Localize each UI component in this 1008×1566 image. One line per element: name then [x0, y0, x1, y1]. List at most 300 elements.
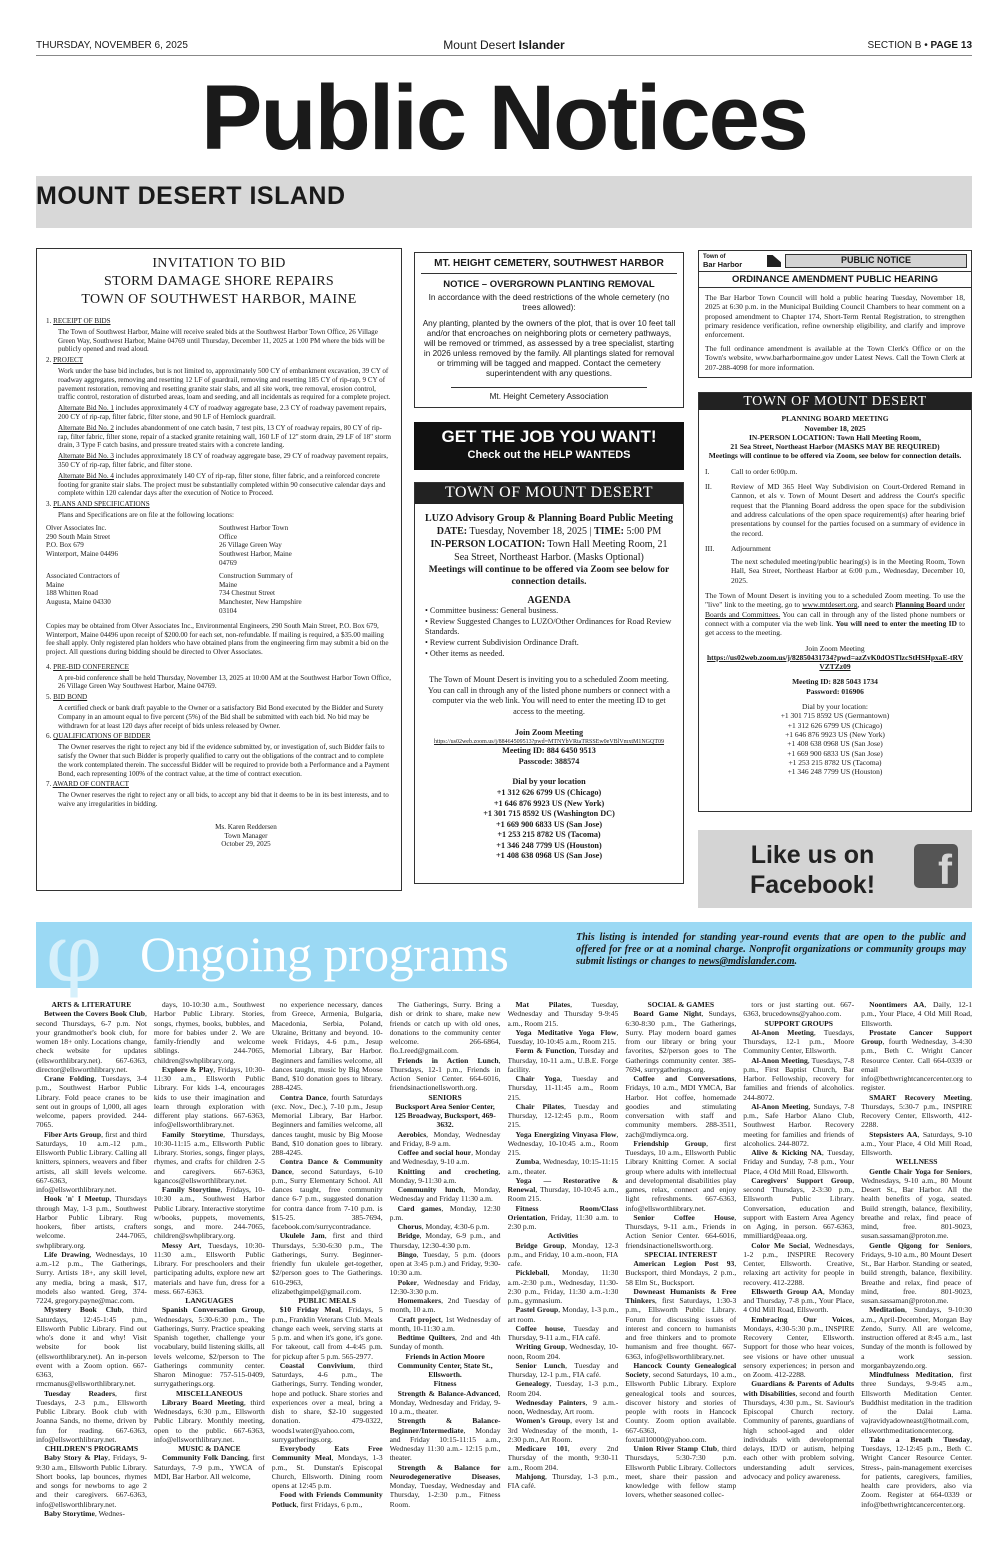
listing-item: Food with Friends Community Potluck, first Fridays, 6 p.m.,	[271, 1490, 383, 1509]
listing-item: Tuesday Readers, first Tuesdays, 2-3 p.m., Ellsworth Public Library. Book club with Joanna Sands, no theme, driven by fun for reading. 667-6363, info@ellsworthlibrary.net.	[36, 1388, 147, 1444]
planning-item-3	[705, 544, 965, 553]
listing-item-name: Al-Anon Meeting	[751, 1027, 814, 1037]
loc-line: Southwest Harbor Town Office	[219, 523, 289, 541]
region-banner	[36, 176, 972, 228]
luzo-meeting-notice	[414, 482, 684, 884]
luzo-location-text: Town Hall Meeting Room, 21 Sea Street, Northeast Harbor. (Masks Optional)	[454, 538, 668, 563]
listing-column-7	[743, 1000, 854, 1530]
listing-item-name: Bingo	[397, 1249, 417, 1259]
listing-item: Ellsworth Group AA, Monday and Thursday, 7-8 p.m., Your Place, 4 Old Mill Road, Ellsworth.	[743, 1286, 855, 1315]
itb-plans-label: PLANS AND SPECIFICATIONS	[53, 500, 150, 509]
luzo-title: LUZO Advisory Group & Planning Board Public Meeting	[425, 512, 673, 524]
luzo-date: Tuesday, November 18, 2025 |	[467, 525, 595, 537]
item-text: Review of MD 365 Heel Way Subdivision on Court-Ordered Remand in Cannon, et als v. Town of Mount Desert and address the Court's specific request that the Planning Board address the open space for the subdivision and address calculations of the open space requirement(s) after hearing brief presentations by counsel for the parties focused on a summary of evidence in the record.	[731, 482, 965, 538]
listing-item-name: Craft project	[397, 1314, 441, 1324]
luzo-datetime	[425, 525, 673, 538]
listing-item: Baby Story & Play, Fridays, 9-9:30 a.m., Ellsworth Public Library. Short books, lap bounces, rhymes and songs for newborns to age 2 and their caregivers. 667-6363, info@ellsworthlibrary.net.	[36, 1453, 147, 1509]
listing-item-name: Friendship Group	[633, 1138, 707, 1148]
listing-item: Messy Art, Tuesdays, 10:30-11:30 a.m., Ellsworth Public Library. For preschoolers and their participating adults, explore new art materials and have fun, dress for a mess. 667-6363.	[153, 1240, 265, 1296]
newspaper-name-b: Islander	[518, 38, 565, 52]
listing-item-name: Messy Art	[161, 1240, 200, 1250]
listing-item-name: Senior Lunch	[515, 1360, 566, 1370]
listing-item: Family Storytime, Fridays, 10-10:30 a.m., Southwest Harbor Public Library. Interactive storytime w/books, puppets, movements, songs, and more. 244-7065, children@swhplibrary.org.	[153, 1185, 265, 1241]
cemetery-notice	[414, 252, 684, 408]
dial-number: +1 301 715 8592 US (Germantown)	[780, 711, 890, 721]
listing-category-heading: Friends in Action Moore Community Center, State St., Ellsworth.	[397, 1351, 493, 1379]
listing-item: Yoga — Restorative & Renewal, Thursday, 10-10:45 a.m., Room 215.	[507, 1175, 619, 1204]
listing-item-name: Library Board Meeting	[161, 1397, 244, 1407]
listing-category-heading: SOCIAL & GAMES	[647, 1000, 715, 1009]
listing-item-name: Strength & Balance for Neurodegenerative Diseases	[389, 1462, 501, 1481]
listing-item: tors or just starting out. 667-6363, brucedowns@yahoo.com.	[743, 1000, 855, 1019]
listing-item-name: Alive & Kicking NA	[751, 1148, 822, 1157]
itb-alt3-text: includes approximately 18 CY of roadway aggregate base, 29 CY of roadway pavement repairs, 350 CY of rip-rap, filter fabric, and filter stone.	[58, 452, 389, 469]
listing-item-name: Noontimers AA	[869, 1000, 925, 1009]
listing-item-name: Coastal Convivium	[279, 1360, 354, 1370]
listing-category-heading: WELLNESS	[895, 1157, 938, 1167]
listing-item-name: Mahjong	[515, 1471, 546, 1481]
listing-item: Coffee house, Tuesday and Thursday, 9-11 a.m., FIA café.	[507, 1323, 619, 1342]
listing-item-name: Caregivers' Support Group	[751, 1175, 853, 1185]
listing-item-name: $10 Friday Meal	[279, 1305, 341, 1315]
agenda-item: • Other items as needed.	[425, 648, 505, 658]
listing-item: Library Board Meeting, third Wednesdays, 6:30 p.m., Ellsworth Public Library. Monthly meeting, open to the public. 667-6363, info@ellsworthlibrary.net.	[153, 1397, 265, 1444]
listing-item: Bingo, Tuesday, 5 p.m. (doors open at 3:45 p.m.) and Friday, 9:30-10:30 a.m.	[389, 1249, 501, 1278]
listing-item: Poker, Wednesday and Friday, 12:30-3:30 p.m.	[389, 1277, 501, 1296]
loc-line: 26 Village Green Way	[219, 541, 282, 550]
itb-copies-text: Copies may be obtained from Olver Associates Inc., Environmental Engineers, 290 South Main Street, P.O. Box 679, Winterport, Maine 04496 upon receipt of $200.00 for each set, non-refundable. If mailing is required, a $35.00 mailing fee shall apply. Only registered plan holders who have obtained plans from the engineering firm may submit a bid on the project. All questions during bidding should be directed to Olver Associates.	[46, 621, 389, 657]
listing-category-heading: CHILDREN'S PROGRAMS	[44, 1444, 139, 1453]
luzo-zoom-note: Meetings will continue to be offered via Zoom see below for connection details.	[428, 564, 670, 587]
itb-alt1-text: includes approximately 4 CY of roadway aggregate base, 2.3 CY of roadway pavement repairs, 200 CY of rip-rap, filter fabric, filter stone, and 90 LF of Hemlock guardrail.	[58, 404, 387, 421]
listing-item-name: Friends in Action Lunch	[397, 1055, 499, 1065]
listing-item: Community lunch, Monday, Wednesday and Friday 11:30 a.m.	[389, 1185, 501, 1204]
itb-signature	[196, 823, 296, 849]
listing-item: Noontimers AA, Daily, 12-1 p.m., Your Place, 4 Old Mill Road, Ellsworth.	[861, 1000, 972, 1028]
news-email-link[interactable]: news@mdislander.com	[698, 956, 795, 967]
listing-item-name: Fiber Arts Group	[44, 1129, 102, 1139]
itb-alt2-text: includes abandonment of one catch basin, 7 test pits, 13 CY of roadway repairs, 80 CY of rip-rap, filter fabric, filter stone, repair of a stacked granite retaining wall, 160 LF of 12" storm drain, 29 LF of 18" storm drain, 3 Type F catch basins, and pressure treated stairs with a concrete landing.	[58, 423, 391, 450]
op-logo-icon: φ	[46, 907, 103, 1000]
listing-item-name: Gentle Chair Yoga for Seniors	[869, 1166, 971, 1176]
listing-item-name: Women's Group	[515, 1416, 571, 1426]
itb-receipt-label: RECEIPT OF BIDS	[53, 317, 111, 325]
fb-line-2: Facebook!	[750, 871, 876, 899]
listing-item: Aerobics, Monday, Wednesday and Friday, 8-9 a.m.	[389, 1129, 501, 1148]
listing-item: Fiber Arts Group, first and third Saturdays, 10 a.m.-12 p.m., Ellsworth Public Library. Calling all knitters, spinners, weavers and fiber artists, all skill levels welcome. 667-6363, info@ellsworthlibrary.net.	[36, 1129, 147, 1194]
listing-item: Everybody Eats Free Community Meal, Mondays, 1-3 p.m., St. Dunstan's Episcopal Church, Ellsworth. Dining room opens at 12:45 p.m.	[271, 1444, 383, 1490]
listing-item: Card games, Monday, 12:30 p.m.	[389, 1203, 501, 1222]
luzo-time-label: TIME:	[594, 525, 625, 537]
loc-line: P.O. Box 679	[46, 541, 84, 550]
cemetery-body: Any planting, planted by the owners of the plot, that is over 10 feet tall and/or that encroaches on neighboring plots or cemetery pathways, will be removed or trimmed, as assessed by a tree specialist, starting in 2026 unless removed by the family. All plantings slated for removal or trimming will be tagged and mapped. Contact the cemetery superintendent with any questions.	[422, 319, 676, 378]
listing-item: Between the Covers Book Club, second Thursdays, 6-7 p.m. Not your grandmother's book club, for women 18+ only. Locations change, check website for updates (ellsworthlibrary.net). 667-6363, director@ellsworthlibrary.net.	[36, 1009, 147, 1074]
listing-item-name: Knitting and crocheting	[397, 1166, 499, 1176]
listing-item-name: Tuesday Readers	[44, 1388, 116, 1398]
listing-category-heading: SENIORS	[428, 1092, 462, 1102]
dial-number: +1 669 900 6833 US (San Jose)	[787, 748, 883, 758]
listing-item-name: Wednesday Painters	[515, 1397, 586, 1407]
dial-number: +1 408 638 0968 US (San Jose)	[787, 739, 883, 749]
listing-item-name: Food with Friends Community Potluck	[271, 1490, 383, 1509]
itb-receipt-heading: 1. RECEIPT OF BIDS	[46, 317, 111, 325]
listing-item-name: Gentle Qigong for Seniors	[869, 1240, 971, 1250]
listing-item: Strength & Balance-Advanced, Monday, Wednesday and Friday, 9-10 a.m., theater.	[389, 1388, 501, 1416]
listing-item-name: Between the Covers Book Club	[44, 1009, 145, 1019]
listing-item: Ukulele Jam, first and third Thursdays, 5:30-6:30 p.m., The Gatherings, Surry. Beginner-friendly fun ukulele get-together, $2/person goes to The Gatherings. 610-2963, elizabethgimpel@gmail.com.	[271, 1231, 383, 1296]
bh-town-logo	[703, 254, 763, 268]
cemetery-intro: In accordance with the deed restrictions of the whole cemetery (no trees allowed):	[428, 293, 670, 312]
itb-bond-text: A certified check or bank draft payable to the Owner or a satisfactory Bid Bond executed by the Bidder and Surety Company in an amount equal to five percent (5%) of the Bid shall be submitted with each bid. No bid may be withdrawn for at least 120 days after receipt of bids unless released by Owner.	[58, 704, 384, 730]
itb-location-2	[219, 524, 392, 568]
listing-item: Contra Dance, fourth Saturdays (exc. Nov., Dec.), 7-10 p.m., Jesup Memorial Library, Bar Harbor. Beginners and families welcome, all dances taught, music by Big Moose Band, $10 donation goes to library. 288-4245.	[271, 1092, 383, 1157]
listing-item: Friendship Group, first Tuesdays, 10 a.m., Ellsworth Public Library Knitting Corner. A social group where adults with intellectual and developmental disabilities play games, relax, connect and enjoy light refreshments. 667-6363, info@ellsworthlibrary.net.	[625, 1138, 737, 1213]
item-num: III.	[705, 543, 715, 553]
listing-item: Yoga Meditative Yoga Flow, Tuesday, 10-10:45 a.m., Room 215.	[507, 1027, 619, 1046]
newspaper-name	[36, 38, 972, 52]
dial-number: +1 312 626 6799 US (Chicago)	[496, 787, 602, 797]
inv-d: You can call in through any of the listed phone numbers or connect with a computer via the web link.	[705, 609, 965, 628]
sig-line: Ms. Karen Reddersen	[215, 822, 277, 831]
listing-item-name: Form & Function	[515, 1046, 575, 1056]
bh-badge: PUBLIC NOTICE	[785, 254, 967, 267]
luzo-zoom-link[interactable]: https://us02web.zoom.us/j/88464509513?pwd=MTNYbVRtaTRSSEw0eVBlVmxtM1NGQT09	[433, 739, 665, 746]
listing-item: Coffee and social hour, Monday and Wednesday, 9-10 a.m.	[389, 1148, 501, 1167]
itb-plans-heading: 3. PLANS AND SPECIFICATIONS	[46, 500, 150, 509]
listing-item-name: Yoga — Restorative & Renewal	[507, 1175, 619, 1194]
listing-item-name: Downeast Humanists & Free Thinkers	[625, 1286, 737, 1305]
ongoing-note	[576, 932, 966, 968]
planning-heading	[705, 414, 965, 460]
planning-zoom-link[interactable]: https://us02web.zoom.us/j/82850431734?pwd=azZvK0dOSTlzcStHSHpxaE-tRVVZTZz09	[706, 652, 964, 672]
listing-item-name: Senior Coffee House	[633, 1212, 735, 1222]
listing-item-name: Mystery Book Club	[44, 1305, 122, 1315]
itb-prebid-text: A pre-bid conference shall be held Thursday, November 13, 2025 at 10:00 AM at the Southwest Harbor Town Office, 26 Village Green Way Southwest Harbor, Maine 04769.	[58, 673, 391, 691]
page-header	[36, 36, 972, 56]
listing-item: Explore & Play, Fridays, 10:30-11:30 a.m., Ellsworth Public Library. For kids 1-4, encourages kids to use their imagination and learn through exploration with different play stations. 667-6363, info@ellsworthlibrary.net.	[153, 1064, 265, 1130]
listing-column-1	[36, 1000, 147, 1530]
listing-item-name: Bridge Group	[515, 1240, 565, 1250]
listing-item: Alive & Kicking NA, Tuesday, Friday and Sunday, 7-8 p.m., Your Place, 4 Old Mill Road, Ellsworth.	[743, 1148, 855, 1176]
listing-item-name: Chorus	[397, 1222, 422, 1231]
planning-h1: PLANNING BOARD MEETING	[781, 414, 889, 424]
cemetery-title: MT. HEIGHT CEMETERY, SOUTHWEST HARBOR	[421, 256, 677, 274]
planning-board-link[interactable]: Planning Board	[895, 600, 946, 610]
listing-category-heading: SPECIAL INTEREST	[644, 1249, 718, 1259]
listing-item-name: Chair Pilates	[515, 1101, 564, 1111]
planning-town-banner: TOWN OF MOUNT DESERT	[699, 393, 971, 410]
luzo-location	[425, 538, 673, 564]
listing-item: Mat Pilates, Tuesday, Wednesday and Thursday 9-9:45 a.m., Room 215.	[507, 1000, 619, 1028]
listing-item-name: Contra Dance	[279, 1092, 327, 1102]
listing-item: Baby Storytime, Wednes-	[44, 1508, 125, 1518]
planning-zoom-invite	[705, 591, 965, 637]
facebook-ad[interactable]	[698, 830, 972, 908]
listing-item: Spanish Conversation Group, Wednesdays, 5:30-6:30 p.m., The Gatherings, Surry. Practice speaking Spanish together, challenge your vocabulary, build listening skills, all levels welcome, $2/person to The Gatherings community center. Sharon Minogue: 757-515-0409, surrygatherings.org.	[153, 1305, 265, 1389]
listing-item: Al-Anon Meeting, Tuesdays, 7-8 p.m., First Baptist Church, Bar Harbor. Fellowship, recovery for families and friends of alcoholics. 244-8072.	[743, 1055, 855, 1102]
listing-item: Family Storytime, Thursdays, 10:30-11:15 a.m., Ellsworth Public Library. Stories, songs, finger plays, rhymes, and crafts for children 2-5 and caregivers. 667-6363, kgancos@ellsworthlibrary.net.	[153, 1129, 265, 1185]
ongoing-note-text: This listing is intended for standing year-round events that are open to the public and offered for free or at a nominal charge. Nonprofit organizations or community groups may submit listings or changes to	[576, 932, 966, 967]
ongoing-note-end: .	[794, 956, 798, 967]
agenda-item: • Committee business: General business.	[425, 606, 559, 616]
listing-item-name: Yoga Energizing Vinyasa Flow	[515, 1129, 617, 1139]
listing-item: Strength & Balance-Beginner/Intermediate, Monday and Friday 10:15-11:15 a.m., Wednesday 11:30 a.m.- 12:15 p.m., theater.	[389, 1416, 501, 1463]
dial-number: +1 646 876 9923 US (New York)	[493, 798, 605, 808]
listing-item-name: Prostate Cancer Support Group	[861, 1027, 972, 1046]
listing-item: Genealogy, Tuesday, 1-3 p.m., Room 204.	[507, 1379, 619, 1398]
loc-line: Augusta, Maine 04330	[46, 598, 111, 607]
dial-number: +1 408 638 0968 US (San Jose)	[495, 851, 603, 861]
loc-line: Southwest Harbor, Maine 04769	[219, 550, 292, 567]
ongoing-title: Ongoing programs	[140, 926, 509, 982]
town-website-link[interactable]: www.mtdesert.org	[802, 600, 858, 610]
listing-item: Stepsisters AA, Saturdays, 9-10 a.m., Your Place, 4 Old Mill Road, Ellsworth.	[861, 1129, 972, 1157]
itb-alt1-label: Alternate Bid No. 1	[58, 404, 114, 413]
itb-award-text: The Owner reserves the right to reject any or all bids, to accept any bid that it deems to be in its best interests, and to waive any irregularities in bidding.	[58, 791, 389, 809]
luzo-passcode: Passcode: 388574	[518, 756, 580, 766]
listing-item-name: Everybody Eats Free Community Meal	[271, 1444, 383, 1463]
planning-item-1	[705, 467, 965, 476]
itb-plans-text: Plans and Specifications are on file at the following locations:	[58, 510, 234, 519]
luzo-agenda-list	[425, 606, 673, 659]
listing-item-name: Aerobics	[397, 1129, 427, 1139]
listing-item-name: Bridge	[397, 1231, 420, 1241]
itb-project-heading: 2. PROJECT	[46, 356, 84, 365]
listing-item-name: Baby Story & Play	[44, 1453, 109, 1463]
listing-item: Bedtime Quilters, 2nd and 4th Sunday of month.	[389, 1333, 501, 1352]
itb-bond-label: BID BOND	[53, 693, 88, 702]
listing-category-heading: SUPPORT GROUPS	[764, 1018, 833, 1028]
dial-number: +1 301 715 8592 US (Washington DC)	[483, 809, 615, 819]
dial-number: +1 346 248 7799 US (Houston)	[787, 767, 883, 777]
listing-item: Prostate Cancer Support Group, fourth Wednesday, 3-4:30 p.m., Beth C. Wright Cancer Resource Center. Call 664-0339 or email info@bethwrightcancercenter.org to register.	[861, 1027, 972, 1093]
bh-seal-icon	[767, 255, 781, 267]
listing-item: Bridge, Monday, 6-9 p.m., and Thursday, 12:30-4:30 p.m.	[389, 1231, 501, 1250]
listing-item: Chair Pilates, Tuesday and Thursday, 12-12:45 p.m., Room 215.	[507, 1101, 619, 1130]
luzo-join-heading: Join Zoom Meeting	[514, 727, 584, 737]
bh-title: ORDINANCE AMENDMENT PUBLIC HEARING	[699, 271, 971, 288]
listing-item-name: Community Folk Dancing	[161, 1453, 248, 1463]
inv-f: to get access to the meeting.	[705, 618, 965, 638]
listing-item-name: SMART Recovery Meeting	[869, 1092, 971, 1102]
listing-item: Downeast Humanists & Free Thinkers, first Saturdays, 1:30-3 p.m., Ellsworth Public Library. Forum for discussing issues of interest and concern to humanists and free thinkers and to promote humanism and free thought. 667-6363, info@ellsworthlibrary.net.	[625, 1286, 737, 1361]
listing-item: Hook 'n' I Meetup, Thursdays through May, 1-3 p.m., Southwest Harbor Public Library. Rug hookers, fiber artists, crafters welcome. 244-7065, swhplibrary.org.	[36, 1194, 147, 1250]
itb-alt2	[46, 424, 392, 450]
fb-line-1: Like us on	[750, 841, 875, 869]
facebook-icon: f	[914, 844, 958, 888]
dial-number: +1 253 215 8782 US (Tacoma)	[788, 757, 882, 767]
listing-item: Homemakers, 2nd Tuesday of month, 10 a.m.	[389, 1296, 501, 1315]
listing-item: Community Folk Dancing, first Saturdays, 7-9 p.m., YWCA of MDI, Bar Harbor. All welcome,	[153, 1453, 265, 1481]
listing-item-name: Al-Anon Meeting	[751, 1101, 809, 1111]
planning-next-meeting: The next scheduled meeting/public hearing(s) is in the Meeting Room, Town Hall, Sea Street, Northeast Harbor at 6:00 p.m., Wednesday, December 10, 2025.	[731, 557, 965, 585]
listing-item-name: Color Me Social	[751, 1240, 809, 1250]
listing-item: Embracing Our Voices, Mondays, 4:30-5:30 p.m., INSPIRE Recovery Center, Ellsworth. Support for those who hear voices, see visions or have other unusual sensory experiences; in person and on Zoom. 412-2288.	[743, 1314, 855, 1379]
dial-number: +1 646 876 9923 US (New York)	[785, 729, 885, 739]
listing-category-heading: MUSIC & DANCE	[178, 1444, 241, 1453]
listing-item: Bridge Group, Monday, 12-3 p.m., and Friday, 10 a.m.-noon, FIA cafe.	[507, 1240, 619, 1268]
listing-item: Women's Group, every 1st and 3rd Wednesday of the month, 1- 2:30 p.m., Art Room.	[507, 1416, 619, 1444]
listing-item-name: Coffee and social hour	[397, 1148, 472, 1157]
bh-town-b: Bar Harbor	[703, 260, 743, 269]
listing-item: Caregivers' Support Group, second Thursdays, 2-3:30 p.m., Ellsworth Public Library. Conversation, education and support with Eastern Area Agency on Aging, in person. 667-6363, mmilliard@eaaa.org.	[743, 1175, 855, 1241]
listing-item-name: Guardians & Parents of Adults with Disabilities	[743, 1379, 855, 1398]
listing-column-5	[508, 1000, 619, 1530]
listing-item: Crane Folding, Tuesdays, 3-4 p.m., Southwest Harbor Public Library. Fold peace cranes to be sent out in groups of 1,000, all ages welcome, papers provided. 244-7065.	[36, 1074, 147, 1130]
listing-item: Chair Yoga, Tuesday and Thursday, 11-11:45 a.m., Room 215.	[507, 1074, 619, 1102]
bh-paragraph-2: The full ordinance amendment is available at the Town Clerk's Office or on the Town's website, www.barharbormaine.gov under Latest News. Call the Town Clerk at 207-288-4098 for more information.	[705, 344, 965, 372]
itb-locations-row-2	[46, 572, 392, 616]
listing-item-name: Community lunch	[397, 1185, 464, 1194]
planning-item-2	[705, 482, 965, 538]
listing-item: Contra Dance & Community Dance, second Saturdays, 6-10 p.m., Surry Elementary School. All dances taught, free community dance 6-7 p.m., suggested donation for contra dance from 7-10 p.m. is $15-25. 385-7694, facebook.com/surrycontradance.	[271, 1157, 383, 1231]
listing-item-name: Hook 'n' I Meetup	[44, 1194, 110, 1204]
listing-item: Pastel Group, Monday, 1-3 p.m., art room.	[507, 1305, 619, 1324]
listing-item-name: Mat Pilates	[515, 1000, 571, 1009]
itb-prebid-heading: 4. PRE-BID CONFERENCE	[46, 662, 129, 671]
listing-item: Take a Breath Tuesday, Tuesdays, 12-12:45 p.m., Beth C. Wright Cancer Resource Center. Stress-, pain-management exercises for patients, caregivers, families, health care providers, also via Zoom. Register at 664-0339 or info@bethwrightcancercenter.org.	[861, 1434, 972, 1509]
itb-alt3	[46, 452, 392, 470]
itb-location-4	[219, 572, 392, 616]
listing-item: no experience necessary, dances from Greece, Armenia, Bulgaria, Macedonia, Serbia, Poland, Ukraine, Brittany and beyond. 10-week Fridays, 4-6 p.m., Jesup Memorial Library, Bar Harbor. Beginners and families welcome, all dances taught, music by Big Moose Band, $10 donation goes to library. 288-4245.	[271, 1000, 383, 1093]
itb-title-1: INVITATION TO BID	[152, 256, 286, 271]
listing-item: Coffee and Conversations, Fridays, 10 a.m., MDI YMCA, Bar Harbor. Hot coffee, homemade goodies and stimulating conversation with staff and community members. 288-3511, zach@mdiymca.org.	[625, 1074, 737, 1139]
listing-item: $10 Friday Meal, Fridays, 5 p.m., Franklin Veterans Club. Meals change each week, serving starts at 5 p.m. and when it's gone, it's gone. For takeout, call from 4-4:45 p.m. for pickup after 5 p.m. 565-2977.	[271, 1305, 383, 1361]
listing-item-name: Poker	[397, 1277, 418, 1287]
listing-item: Knitting and crocheting, Monday, 9-11:30 a.m.	[389, 1166, 501, 1185]
listing-item-name: Writing Group	[515, 1342, 566, 1352]
listing-item: SMART Recovery Meeting, Thursdays, 5:30-7 p.m., INSPIRE Recovery Center, Ellsworth, 412-2288.	[861, 1092, 972, 1130]
help-wanted-ad	[414, 422, 684, 470]
listing-item-name: Crane Folding	[44, 1074, 95, 1083]
section-text: SECTION B •	[867, 40, 931, 51]
itb-qual-text: The Owner reserves the right to reject any bid if the evidence submitted by, or investigation of, such Bidder fails to satisfy the Owner that such Bidder is properly qualified to carry out the obligations of the contract and to complete the work contemplated therein. The successful Bidder will be required to provide both a Performance and a Payment Bond, each representing 100% of the contract value, at the time of contract execution.	[58, 743, 390, 778]
itb-alt4-label: Alternate Bid No. 4	[58, 471, 114, 480]
listing-item: Board Game Night, Sundays, 6:30-8:30 p.m., The Gatherings, Surry. Play modern board games from our library or bring your favorites, $2/person goes to The Gatherings community center. 385-7694, surrygatherings.org.	[625, 1009, 737, 1074]
loc-line: 188 Whitten Road	[46, 589, 98, 598]
listing-item: Strength & Balance for Neurodegenerative Diseases, Monday, Tuesday, Wednesday and Thursday, 1-2:30 p.m., Fitness Room.	[389, 1462, 501, 1509]
listing-column-3	[272, 1000, 383, 1530]
listing-item-name: Strength & Balance-Beginner/Intermediate	[389, 1416, 501, 1435]
planning-h5: Meetings will continue to be offered via Zoom, see below for connection details.	[708, 451, 962, 461]
listing-column-2	[154, 1000, 265, 1530]
listing-item: American Legion Post 93, Bucksport, third Mondays, 2 p.m., 58 Elm St., Bucksport.	[625, 1259, 737, 1287]
itb-title-2: STORM DAMAGE SHORE REPAIRS	[104, 274, 334, 289]
listing-item-name: Stepsisters AA	[869, 1129, 918, 1139]
listing-item-name: Pastel Group	[515, 1305, 559, 1315]
itb-alt3-label: Alternate Bid No. 3	[58, 452, 114, 461]
listing-item: Yoga Energizing Vinyasa Flow, Wednesday, 10-10:45 a.m., Room 215.	[507, 1129, 619, 1157]
listing-item: Life Drawing, Wednesdays, 10 a.m.-12 p.m., The Gatherings, Surry. Artists 18+, any skill level, any media, bring a mask, $17, models also wanted. Greg, 374-7224, gregory.payne@mac.com.	[36, 1249, 147, 1305]
listing-category-heading: LANGUAGES	[185, 1296, 234, 1305]
listing-item-name: Contra Dance & Community Dance	[271, 1157, 383, 1176]
listing-category-heading: MISCELLANEOUS	[175, 1388, 243, 1398]
cemetery-signature: Mt. Height Cemetery Association	[451, 387, 647, 402]
issue-date: THURSDAY, NOVEMBER 6, 2025	[36, 40, 188, 51]
luzo-dial-heading: Dial by your location	[512, 777, 586, 787]
listing-column-6	[625, 1000, 736, 1530]
listing-item-name: Life Drawing	[44, 1249, 90, 1259]
planning-join-heading: Join Zoom Meeting	[805, 643, 865, 653]
invitation-to-bid-notice	[36, 248, 402, 891]
agenda-item: • Review current Subdivision Ordinance Draft.	[425, 637, 579, 647]
listing-category-heading: Bucksport Area Senior Center, 125 Broadway, Bucksport, 469-3632.	[394, 1101, 496, 1130]
listing-item: Senior Lunch, Tuesday and Thursday, 12-1 p.m., FIA café.	[507, 1360, 619, 1379]
listing-category-heading: Fitness	[433, 1379, 457, 1389]
listing-item-name: Yoga Meditative Yoga Flow	[515, 1027, 617, 1037]
listing-item-name: Family Storytime	[161, 1129, 224, 1139]
listing-item-name: Family Storytime	[161, 1185, 221, 1194]
listing-item-name: Spanish Conversation Group	[161, 1305, 263, 1315]
listing-item: Color Me Social, Wednesdays, 1-2 p.m., INSPIRE Recovery Center, Ellsworth. Creative, relaxing art activity for people in recovery. 412-2288.	[743, 1240, 855, 1287]
itb-project-label: PROJECT	[53, 356, 84, 365]
listing-item: Chorus, Monday, 4:30-6 p.m.	[397, 1222, 490, 1231]
page-title: Public Notices	[201, 67, 807, 169]
listing-item-name: Board Game Night	[633, 1009, 702, 1019]
listing-category-heading: ARTS & LITERATURE	[51, 1000, 132, 1009]
listing-item-name: Hancock County Genealogical Society	[625, 1360, 737, 1379]
loc-line: Winterport, Maine 04496	[46, 550, 119, 559]
bh-paragraph-1: The Bar Harbor Town Council will hold a public hearing Tuesday, November 18, 2025 at 6:30 p.m. in the Municipal Building Council Chambers to hear comment on a proposed amendment to Chapter 174, Short-Term Rental Registration, to strengthen primary residence verification, refine ownership eligibility, and clarify and improve enforcement.	[705, 293, 965, 340]
listing-item: Fitness Room/Class Orientation, Friday, 11:30 a.m. to 2:30 p.m.	[507, 1203, 619, 1231]
listing-item: Medicare 101, every 2nd Thursday of the month, 9:30-11 a.m., Room 204.	[507, 1444, 619, 1472]
listing-item-name: Union River Stamp Club	[633, 1444, 718, 1453]
listing-item-name: Baby Storytime	[44, 1508, 95, 1518]
listing-item-name: Mindfulness Meditation	[869, 1370, 952, 1379]
loc-line: Manchester, New Hampshire 03104	[219, 598, 302, 615]
luzo-time: 5:00 PM	[624, 525, 662, 537]
inv-b: , and search	[857, 600, 896, 610]
listing-item-name: Take a Breath Tuesday	[869, 1434, 971, 1444]
listing-item: Gentle Chair Yoga for Seniors, Wednesdays, 9-10 a.m., 80 Mount Desert St., Bar Harbor. All the health benefits of yoga, seated. Build strength, balance, flexibility, breathe and relax, find peace of mind, free. 801-9023, susan.sassaman@proton.me.	[861, 1166, 972, 1241]
listing-column-4	[390, 1000, 501, 1530]
listing-item-name: Chair Yoga	[515, 1074, 561, 1083]
listing-item-name: Medicare 101	[515, 1444, 568, 1453]
planning-dial-list	[705, 711, 965, 776]
listing-item-name: Fitness Room/Class Orientation	[507, 1203, 619, 1222]
item-text: Adjournment	[731, 543, 771, 553]
listing-item: days, 10-10:30 a.m., Southwest Harbor Public Library. Stories, songs, rhymes, books, bubbles, and more for babies under 2. We are family-friendly and welcome siblings. 244-7065, children@swhplibrary.org.	[153, 1000, 265, 1065]
inv-a: The Town of Mount Desert is inviting you to a scheduled Zoom meeting. To use the "live" link to the meeting, go to	[705, 591, 965, 610]
listing-column-8	[861, 1000, 972, 1530]
listing-item-name: Pickleball	[515, 1268, 548, 1278]
inv-c: under Boards and Committees.	[705, 600, 966, 619]
listing-item: Wednesday Painters, 9 a.m.-noon, Wednesday, Art room.	[507, 1397, 619, 1416]
listing-item-name: Embracing Our Voices	[751, 1314, 853, 1324]
listing-item-name: American Legion Post 93	[633, 1259, 735, 1268]
luzo-meeting-id: Meeting ID: 884 6450 9513	[502, 746, 596, 756]
itb-alt4-text: includes approximately 140 CY of rip-rap, filter stone, filter fabric, and a reinforced concrete footing for granite stair slabs. The project must be substantially completed within 90 consecutive calendar days and complete within 120 calendar days after the execution of Notice to Proceed.	[58, 471, 386, 498]
planning-h2: November 18, 2025	[804, 423, 866, 433]
itb-location-3	[46, 572, 219, 616]
listing-item: Al-Anon Meeting, Sundays, 7-8 p.m., Safe Harbor Alano Club, Southwest Harbor. Recovery meeting for families and friends of alcoholics. 244-8072.	[743, 1101, 855, 1148]
listing-item: Friends in Action Lunch, Thursdays, 12-1 p.m., Friends in Action Senior Center. 664-6016, friendsinactionellsworth.org.	[389, 1055, 501, 1093]
listing-item: Craft project, 1st Wednesday of month, 10-11:30 a.m.	[389, 1314, 501, 1333]
listing-category-heading: PUBLIC MEALS	[298, 1296, 356, 1305]
luzo-date-label: DATE:	[436, 525, 468, 537]
listing-category-heading: Activities	[547, 1231, 579, 1241]
itb-award-heading: 7. AWARD OF CONTRACT	[46, 780, 129, 789]
luzo-dial-list	[425, 788, 673, 862]
listing-item-name: Genealogy	[515, 1379, 550, 1389]
listing-item: Zumba, Wednesday, 10:15-11:15 a.m., theater.	[507, 1157, 619, 1176]
bar-harbor-notice	[698, 250, 972, 378]
loc-line: Associated Contractors of Maine	[46, 571, 120, 589]
planning-password: Password: 016906	[806, 686, 864, 696]
facebook-ad-text	[750, 840, 875, 900]
listing-item: Pickleball, Monday, 11:30 a.m.-2:30 p.m., Wednesday, 11:30-2:30 p.m., Friday, 11:30 a.m.-1:30 p.m., gymnasium.	[507, 1268, 619, 1305]
dial-number: +1 253 215 8782 US (Tacoma)	[497, 830, 601, 840]
